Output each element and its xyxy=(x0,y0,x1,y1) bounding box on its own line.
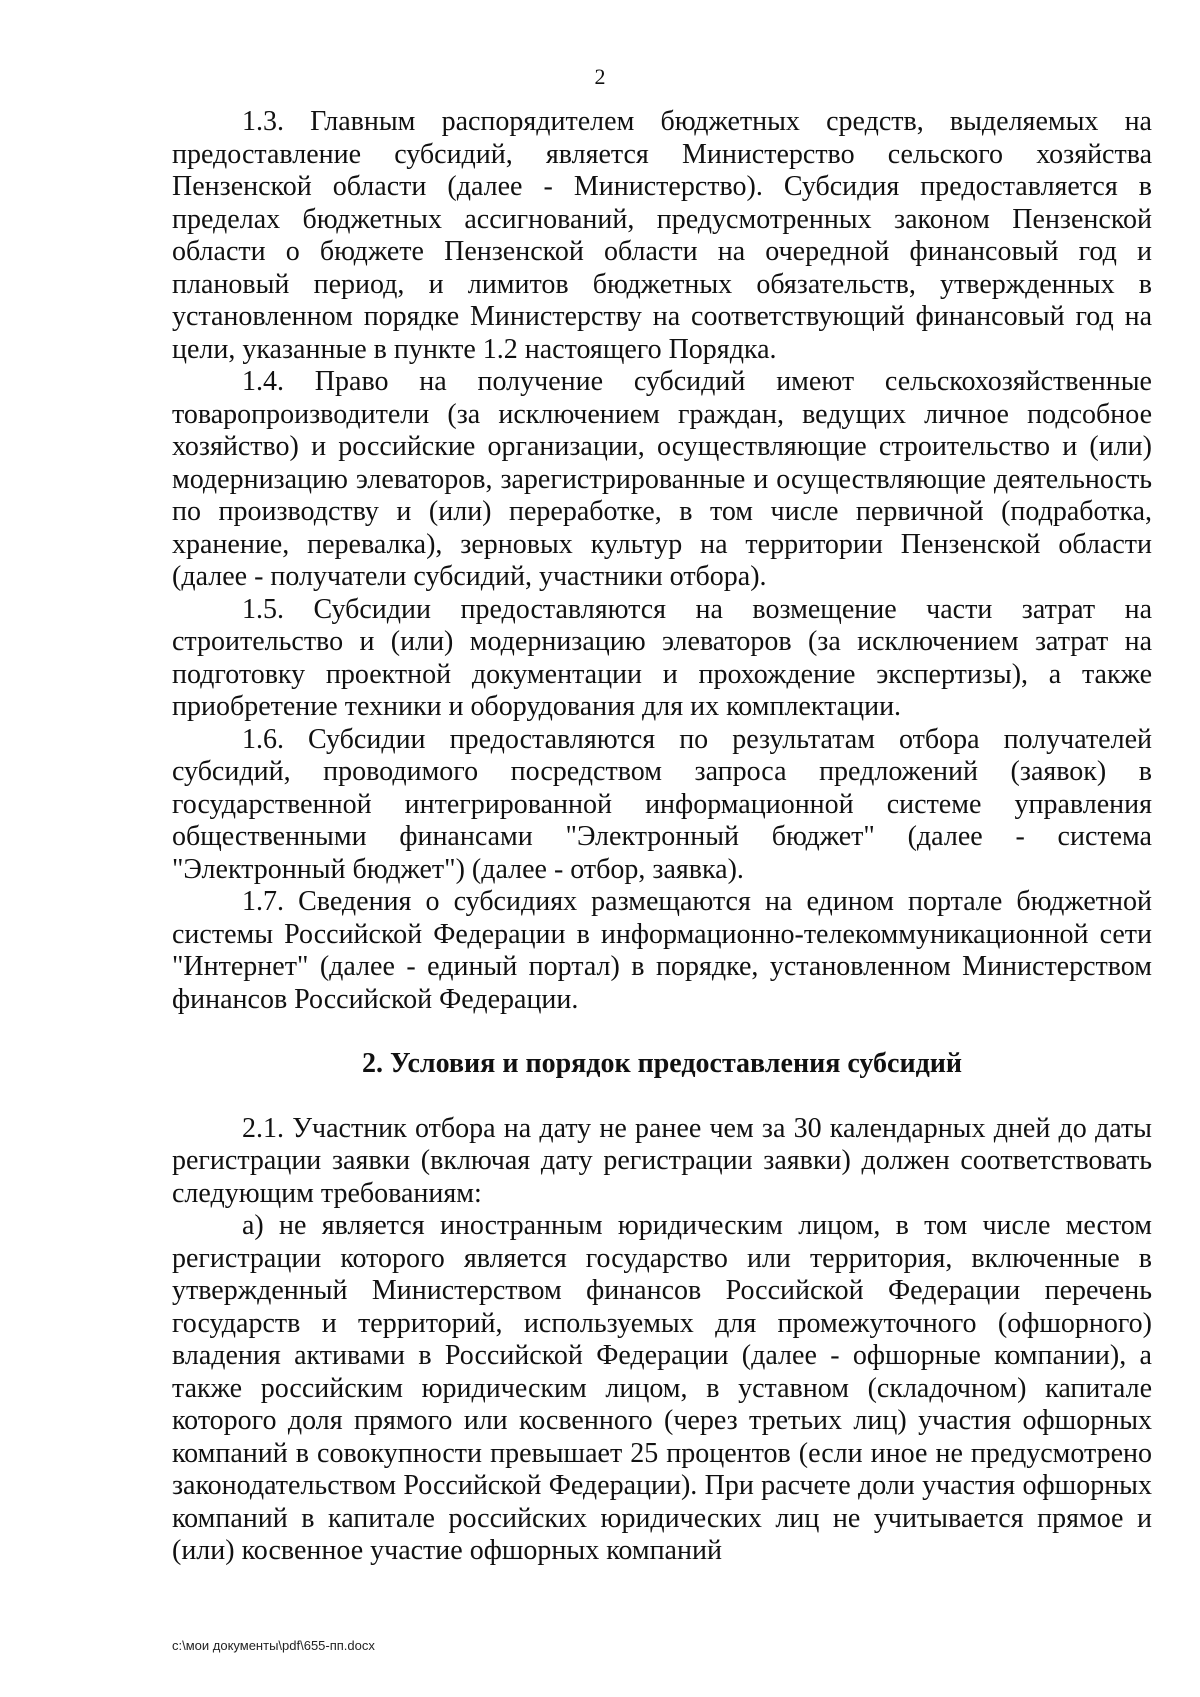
footer-file-path: c:\мои документы\pdf\655-пп.docx xyxy=(172,1638,375,1653)
paragraph-1-6: 1.6. Субсидии предоставляются по результатам отбора получателей субсидий, проводимого посредством запроса предложений (заявок) в государственной интегрированной информационной системе управления общественными финансами "Электронный бюджет" (далее - система "Электронный бюджет") (далее - отбор, заявка). xyxy=(172,723,1152,885)
paragraph-2-1: 2.1. Участник отбора на дату не ранее чем за 30 календарных дней до даты регистрации заявки (включая дату регистрации заявки) должен соответствовать следующим требованиям: xyxy=(172,1112,1152,1209)
paragraph-1-4: 1.4. Право на получение субсидий имеют сельскохозяйственные товаропроизводители (за исключением граждан, ведущих личное подсобное хозяйство) и российские организации, осуществляющие строительство и (или) модернизацию элеваторов, зарегистрированные и осуществляющие деятельность по производству и (или) переработке, в том числе первичной (подработка, хранение, перевалка), зерновых культур на территории Пензенской области (далее - получатели субсидий, участники отбора). xyxy=(172,366,1152,592)
paragraph-1-7: 1.7. Сведения о субсидиях размещаются на едином портале бюджетной системы Российской Федерации в информационно-телекоммуникационной сети "Интернет" (далее - единый портал) в порядке, установленном Министерством финансов Российской Федерации. xyxy=(172,886,1152,1015)
paragraph-1-3: 1.3. Главным распорядителем бюджетных средств, выделяемых на предоставление субсидий, является Министерство сельского хозяйства Пензенской области (далее - Министерство). Субсидия предоставляется в пределах бюджетных ассигнований, предусмотренных законом Пензенской области о бюджете Пензенской области на очередной финансовый год и плановый период, и лимитов бюджетных обязательств, утвержденных в установленном порядке Министерству на соответствующий финансовый год на цели, указанные в пункте 1.2 настоящего Порядка. xyxy=(172,106,1152,365)
document-body xyxy=(172,106,1152,1568)
paragraph-2-1-a: а) не является иностранным юридическим лицом, в том числе местом регистрации которого является государство или территория, включенные в утвержденный Министерством финансов Российской Федерации перечень государств и территорий, используемых для промежуточного (офшорного) владения активами в Российской Федерации (далее - офшорные компании), а также российским юридическим лицом, в уставном (складочном) капитале которого доля прямого или косвенного (через третьих лиц) участия офшорных компаний в совокупности превышает 25 процентов (если иное не предусмотрено законодательством Российской Федерации). При расчете доли участия офшорных компаний в капитале российских юридических лиц не учитывается прямое и (или) косвенное участие офшорных компаний xyxy=(172,1210,1152,1566)
paragraph-1-5: 1.5. Субсидии предоставляются на возмещение части затрат на строительство и (или) модернизацию элеваторов (за исключением затрат на подготовку проектной документации и прохождение экспертизы), а также приобретение техники и оборудования для их комплектации. xyxy=(172,593,1152,722)
section-heading: 2. Условия и порядок предоставления субсидий xyxy=(361,1048,963,1079)
page-number: 2 xyxy=(594,64,606,89)
